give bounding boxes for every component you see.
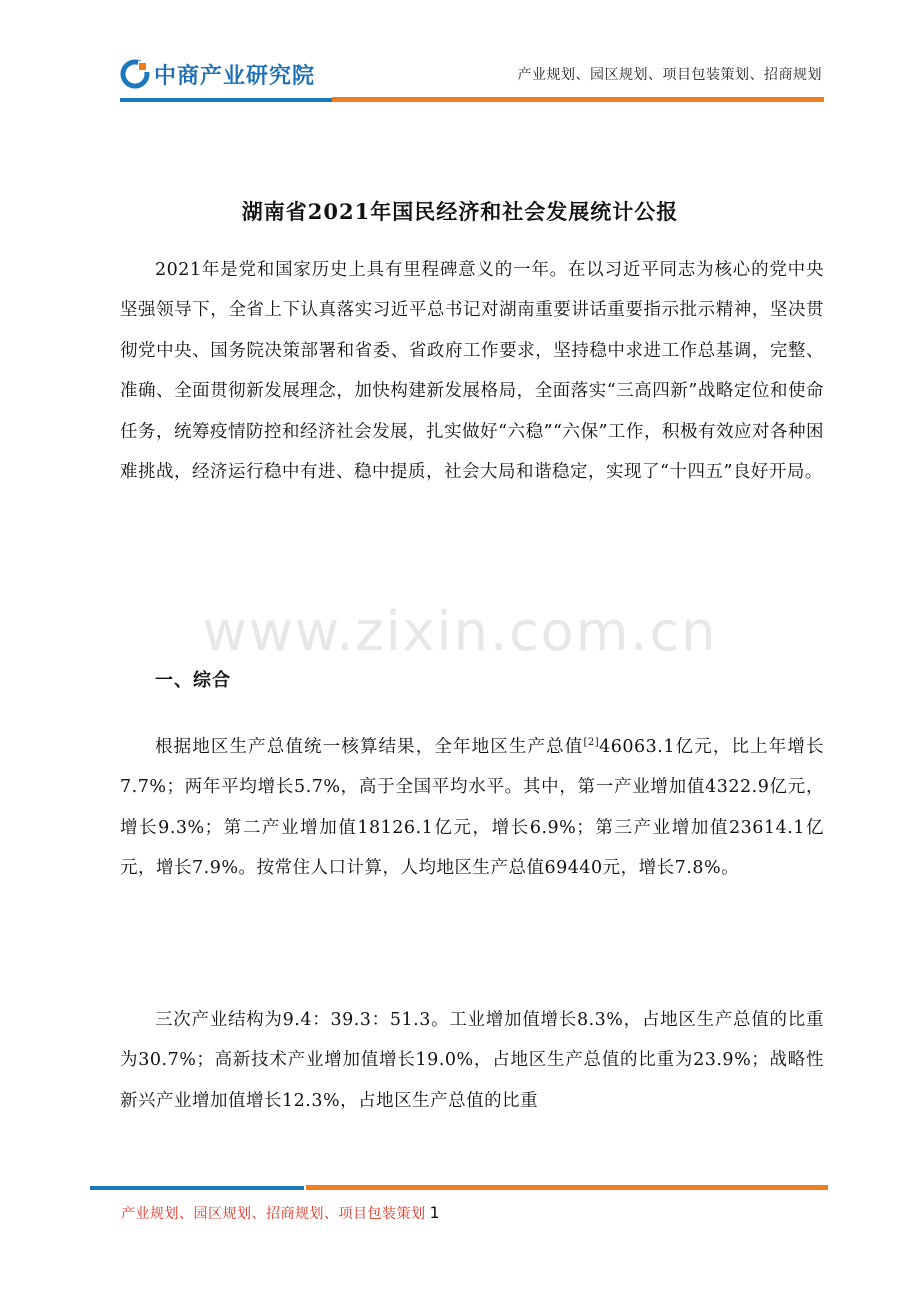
page-footer [121,1203,440,1223]
intro-paragraph: 2021年是党和国家历史上具有里程碑意义的一年。在以习近平同志为核心的党中央坚强领导下，全省上下认真落实习近平总书记对湖南重要讲话重要指示批示精神，坚决贯彻党中央、国务院决策部署和省委、省政府工作要求，坚持稳中求进工作总基调，完整、准确、全面贯彻新发展理念，加快构建新发展格局，全面落实“三高四新”战略定位和使命任务，统筹疫情防控和经济社会发展，扎实做好“六稳”“六保”工作，积极有效应对各种困难挑战，经济运行稳中有进、稳中提质，社会大局和谐稳定，实现了“十四五”良好开局。 [120,260,824,483]
footer-divider-blue [90,1186,304,1190]
gdp-paragraph [120,727,824,889]
watermark-text: www.zixin.com.cn [202,600,718,663]
logo-icon [120,59,150,89]
header-divider-blue [120,98,334,102]
header-divider-orange [332,97,824,102]
header-tagline: 产业规划、园区规划、项目包装策划、招商规划 [517,67,822,83]
gdp-text-before-note: 根据地区生产总值统一核算结果，全年地区生产总值 [155,737,584,757]
page-number: 1 [429,1203,441,1222]
industry-structure-paragraph: 三次产业结构为9.4：39.3：51.3。工业增加值增长8.3%，占地区生产总值的比重为30.7%；高新技术产业增加值增长19.0%，占地区生产总值的比重为23.9%；战略性新兴产业增加值增长12.3%，占地区生产总值的比重 [120,1010,824,1111]
footer-text: 产业规划、园区规划、招商规划、项目包装策划 [121,1206,426,1222]
footnote-marker[interactable]: [2] [583,737,600,748]
document-title: 湖南省2021年国民经济和社会发展统计公报 [241,199,679,225]
section-heading-overview: 一、综合 [155,670,231,691]
company-logo [120,58,315,90]
gdp-text-after-note: 46063.1亿元，比上年增长7.7%；两年平均增长5.7%，高于全国平均水平。其中，第一产业增加值4322.9亿元，增长9.3%；第二产业增加值18126.1亿元，增长6.9%；第三产业增加值23614.1亿元，增长7.9%。按常住人口计算，人均地区生产总值69440元，增长7.8%。 [120,737,824,879]
footer-divider-orange [306,1185,828,1190]
logo-text: 中商产业研究院 [154,63,316,89]
